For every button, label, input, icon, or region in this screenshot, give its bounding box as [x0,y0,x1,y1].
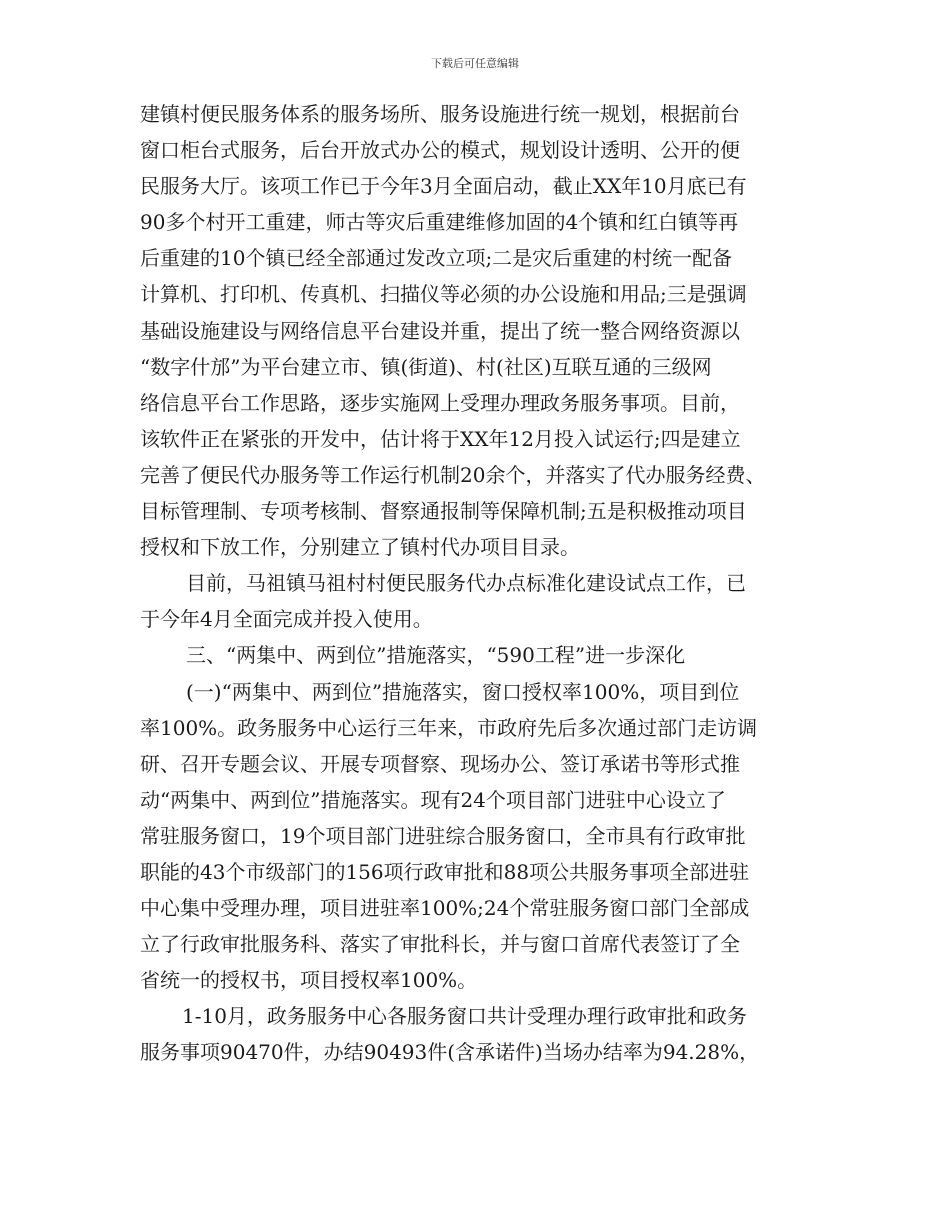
text-line: 90多个村开工重建，师古等灾后重建维修加固的4个镇和红白镇等再 [140,210,739,235]
text-line: 服务事项90470件，办结90493件(含承诺件)当场办结率为94.28%， [140,1040,760,1065]
text-line: 常驻服务窗口，19个项目部门进驻综合服务窗口，全市具有行政审批 [140,823,746,848]
text-line: 络信息平台工作思路，逐步实施网上受理办理政务服务事项。目前， [140,390,740,415]
paragraph-start-line: 1-10月，政务服务中心各服务窗口共计受理办理行政审批和政务 [182,1004,747,1029]
text-line: 研、召开专题会议、开展专项督察、现场办公、签订承诺书等形式推 [140,751,740,776]
text-line: 基础设施建设与网络信息平台建设并重，提出了统一整合网络资源以 [140,318,740,343]
text-line: 中心集中受理办理，项目进驻率100%;24个常驻服务窗口部门全部成 [140,896,750,921]
page-header: 下载后可任意编辑 [431,57,519,70]
text-line: 授权和下放工作，分别建立了镇村代办项目目录。 [140,535,580,560]
text-line: 后重建的10个镇已经全部通过发改立项;二是灾后重建的村统一配备 [140,246,733,271]
text-line: 职能的43个市级部门的156项行政审批和88项公共服务事项全部进驻 [140,859,750,884]
section-heading: 三、“两集中、两到位”措施落实，“590工程”进一步深化 [186,643,686,668]
text-line: 窗口柜台式服务，后台开放式办公的模式，规划设计透明、公开的便 [140,138,740,163]
text-line: 目标管理制、专项考核制、督察通报制等保障机制;五是积极推动项目 [140,499,747,524]
text-line: 立了行政审批服务科、落实了审批科长，并与窗口首席代表签订了全 [140,932,740,957]
text-line: 民服务大厅。该项工作已于今年3月全面启动，截止XX年10月底已有 [140,174,747,199]
subsection-heading-line: (一)“两集中、两到位”措施落实，窗口授权率100%，项目到位 [186,679,740,704]
text-line: “数字什邡”为平台建立市、镇(街道)、村(社区)互联互通的三级网 [140,354,712,379]
document-body [140,96,820,1071]
text-line: 于今年4月全面完成并投入使用。 [140,607,433,632]
text-line: 动“两集中、两到位”措施落实。现有24个项目部门进驻中心设立了 [140,787,726,812]
text-line: 率100%。政务服务中心运行三年来，市政府先后多次通过部门走访调 [140,715,758,740]
text-line: 建镇村便民服务体系的服务场所、服务设施进行统一规划，根据前台 [140,102,740,126]
text-line: 计算机、打印机、传真机、扫描仪等必须的办公设施和用品;三是强调 [140,282,747,307]
paragraph-start-line: 目前，马祖镇马祖村村便民服务代办点标准化建设试点工作，已 [186,571,746,596]
text-line: 完善了便民代办服务等工作运行机制20余个，并落实了代办服务经费、 [140,462,766,487]
text-line: 省统一的授权书，项目授权率100%。 [140,968,478,993]
text-line: 该软件正在紧张的开发中，估计将于XX年12月投入试运行;四是建立 [140,426,741,451]
